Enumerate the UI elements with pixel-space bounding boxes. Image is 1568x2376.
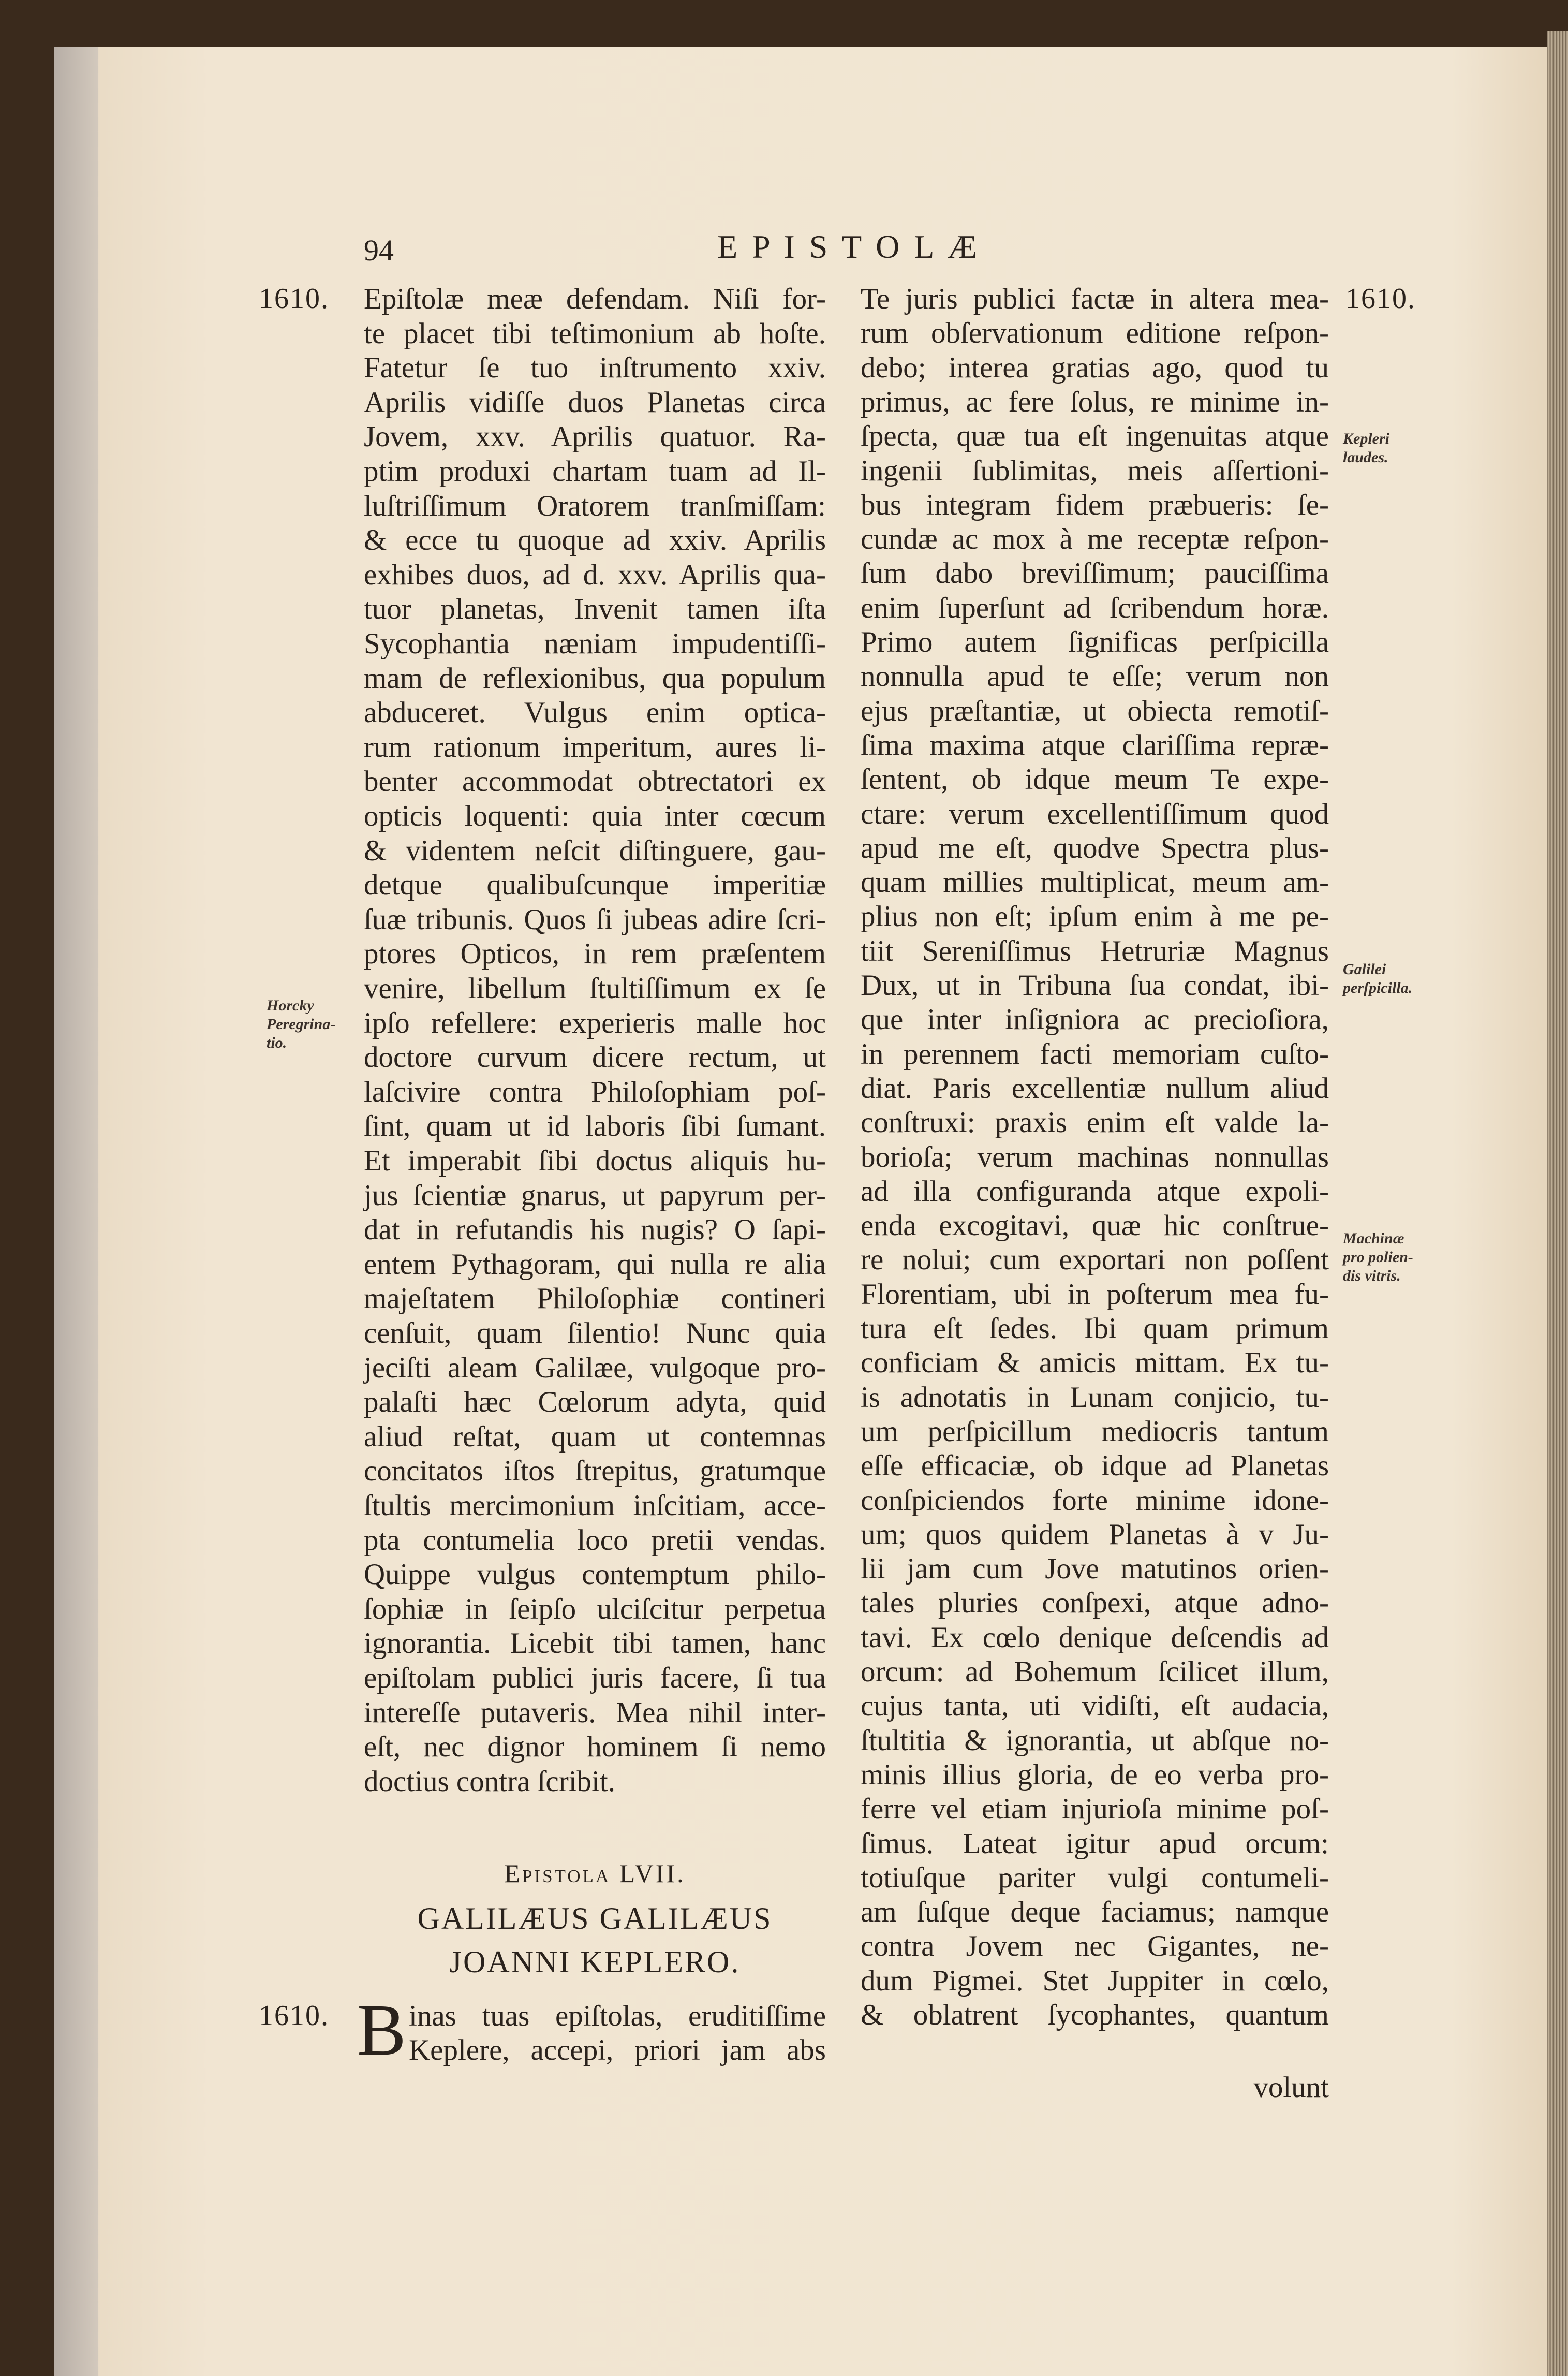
text-line: ptim produxi chartam tuam ad Il- bbox=[364, 455, 826, 488]
text-line: que inter inſigniora ac precioſiora, bbox=[861, 1003, 1329, 1036]
text-line: conſpiciendos forte minime idone- bbox=[861, 1484, 1329, 1517]
margin-note-machinae bbox=[1343, 1229, 1413, 1285]
text-line: debo; interea gratias ago, quod tu bbox=[861, 351, 1329, 384]
text-line: Epiſtolæ meæ defendam. Niſi for- bbox=[364, 283, 826, 315]
text-line: re nolui; cum exportari non poſſent bbox=[861, 1243, 1329, 1277]
text-line: enim ſuperſunt ad ſcribendum horæ. bbox=[861, 591, 1329, 624]
text-line: Aprilis vidiſſe duos Planetas circa bbox=[364, 386, 826, 419]
text-line: mam de reflexionibus, qua populum bbox=[364, 662, 826, 695]
text-line: entem Pythagoram, qui nulla re alia bbox=[364, 1248, 826, 1281]
text-line: tura eſt ſedes. Ibi quam primum bbox=[861, 1312, 1329, 1345]
text-line: ejus præſtantiæ, ut obiecta remotiſ- bbox=[861, 694, 1329, 727]
text-line: Quippe vulgus contemptum philo- bbox=[364, 1558, 826, 1591]
page-number: 94 bbox=[364, 233, 394, 267]
note-line: Machinæ bbox=[1343, 1230, 1404, 1247]
text-line: tuor planetas, Invenit tamen iſta bbox=[364, 593, 826, 626]
text-line: orcum: ad Bohemum ſcilicet illum, bbox=[861, 1655, 1329, 1688]
text-line: eſſe efficaciæ, ob idque ad Planetas bbox=[861, 1449, 1329, 1483]
text-line: tiit Sereniſſimus Hetruriæ Magnus bbox=[861, 934, 1329, 967]
text-line: ſimus. Lateat igitur apud orcum: bbox=[861, 1827, 1329, 1860]
text-line: rum obſervationum editione reſpon- bbox=[861, 317, 1329, 350]
margin-note-horky bbox=[267, 996, 335, 1052]
catchword: volunt bbox=[1253, 2071, 1329, 2104]
text-line: Te juris publici factæ in altera mea- bbox=[861, 283, 1329, 315]
note-line: dis vitris. bbox=[1343, 1267, 1401, 1284]
running-title: E P I S T O L Æ bbox=[717, 228, 980, 265]
text-line: um; quos quidem Planetas à v Ju- bbox=[861, 1518, 1329, 1551]
text-line: ignorantia. Licebit tibi tamen, hanc bbox=[364, 1627, 826, 1660]
text-line: ſint, quam ut id laboris ſibi ſumant. bbox=[364, 1110, 826, 1143]
text-line: ſtultis mercimonium inſcitiam, acce- bbox=[364, 1489, 826, 1522]
text-line: am ſuſque deque faciamus; namque bbox=[861, 1896, 1329, 1929]
year-left-top: 1610. bbox=[259, 283, 329, 315]
text-line: cenſuit, quam ſilentio! Nunc quia bbox=[364, 1317, 826, 1350]
text-line: Primo autem ſignificas perſpicilla bbox=[861, 626, 1329, 658]
note-line: Kepleri bbox=[1343, 430, 1389, 447]
text-line: Sycophantia næniam impudentiſſi- bbox=[364, 627, 826, 660]
text-line: doctius contra ſcribit. bbox=[364, 1765, 615, 1798]
text-line: doctore curvum dicere rectum, ut bbox=[364, 1041, 826, 1074]
letter-sender: GALILÆUS GALILÆUS bbox=[417, 1901, 773, 1935]
text-line: opticis loquenti: quia inter cœcum bbox=[364, 800, 826, 832]
margin-note-kepleri bbox=[1343, 430, 1389, 467]
text-line: ad illa configuranda atque expoli- bbox=[861, 1175, 1329, 1208]
letter-line: inas tuas epiſtolas, eruditiſſime bbox=[409, 2000, 826, 2032]
text-line: nonnulla apud te eſſe; verum non bbox=[861, 660, 1329, 693]
text-line: ptores Opticos, in rem præſentem bbox=[364, 937, 826, 971]
text-line: ſentent, ob idque meum Te expe- bbox=[861, 763, 1329, 796]
note-line: tio. bbox=[267, 1034, 287, 1051]
note-line: Peregrina- bbox=[267, 1016, 336, 1033]
text-line: contra Jovem nec Gigantes, ne- bbox=[861, 1930, 1329, 1963]
text-line: detque qualibuſcunque imperitiæ bbox=[364, 869, 826, 902]
text-line: Fatetur ſe tuo inſtrumento xxiv. bbox=[364, 351, 826, 385]
note-line: perſpicilla. bbox=[1343, 979, 1413, 996]
text-line: ſpecta, quæ tua eſt ingenuitas atque bbox=[861, 420, 1329, 453]
text-line: aliud reſtat, quam ut contemnas bbox=[364, 1420, 826, 1453]
note-line: Galilei bbox=[1343, 961, 1386, 978]
text-line: te placet tibi teſtimonium ab hoſte. bbox=[364, 317, 826, 350]
text-line: ſophiæ in ſeipſo ulciſcitur perpetua bbox=[364, 1592, 826, 1625]
note-line: Horcky bbox=[267, 997, 314, 1014]
text-line: lii jam cum Jove matutinos orien- bbox=[861, 1552, 1329, 1586]
text-line: ſum dabo breviſſimum; pauciſſima bbox=[861, 557, 1329, 590]
text-line: Dux, ut in Tribuna ſua condat, ibi- bbox=[861, 969, 1329, 1002]
text-line: Florentiam, ubi in poſterum mea fu- bbox=[861, 1278, 1329, 1311]
page-edge-left bbox=[54, 47, 98, 2376]
text-line: jus ſcientiæ gnarus, ut papyrum per- bbox=[364, 1179, 826, 1212]
text-line: benter accommodat obtrectatori ex bbox=[364, 765, 826, 798]
text-line: plius non eſt; ipſum enim à me pe- bbox=[861, 900, 1329, 933]
text-line: rum rationum imperitum, aures li- bbox=[364, 730, 826, 764]
text-line: apud me eſt, quodve Spectra plus- bbox=[861, 831, 1329, 864]
text-line: primus, ac fere ſolus, re minime in- bbox=[861, 385, 1329, 418]
text-line: majeſtatem Philoſophiæ contineri bbox=[364, 1282, 826, 1315]
text-line: pta contumelia loco pretii vendas. bbox=[364, 1523, 826, 1557]
text-line: eſt, nec dignor hominem ſi nemo bbox=[364, 1730, 826, 1764]
text-line: conficiam & amicis mittam. Ex tu- bbox=[861, 1346, 1329, 1380]
text-line: & videntem neſcit diſtinguere, gau- bbox=[364, 834, 826, 867]
text-line: intereſſe putaveris. Mea nihil inter- bbox=[364, 1696, 826, 1729]
text-line: ingenii ſublimitas, meis aſſertioni- bbox=[861, 454, 1329, 487]
text-line: cundæ ac mox à me receptæ reſpon- bbox=[861, 523, 1329, 556]
text-line: laſcivire contra Philoſophiam poſ- bbox=[364, 1075, 826, 1108]
text-line: is adnotatis in Lunam conjicio, tu- bbox=[861, 1381, 1329, 1414]
text-line: cujus tanta, uti vidiſti, eſt audacia, bbox=[861, 1690, 1329, 1723]
text-line: ſuæ tribunis. Quos ſi jubeas adire ſcri- bbox=[364, 903, 826, 936]
text-line: enda excogitavi, quæ hic conſtrue- bbox=[861, 1209, 1329, 1242]
text-line: tavi. Ex cœlo denique deſcendis ad bbox=[861, 1621, 1329, 1654]
text-line: dat in refutandis his nugis? O ſapi- bbox=[364, 1213, 826, 1246]
text-line: conſtruxi: praxis enim eſt valde la- bbox=[861, 1106, 1329, 1139]
text-line: venire, libellum ſtultiſſimum ex ſe bbox=[364, 972, 826, 1005]
letter-recipient: JOANNI KEPLERO. bbox=[449, 1945, 741, 1979]
text-line: Et imperabit ſibi doctus aliquis hu- bbox=[364, 1145, 826, 1177]
text-line: luſtriſſimum Oratorem tranſmiſſam: bbox=[364, 489, 826, 522]
letter-number: Epistola LVII. bbox=[504, 1859, 686, 1888]
text-line: epiſtolam publici juris facere, ſi tua bbox=[364, 1662, 826, 1694]
letter-line: Keplere, accepi, priori jam abs bbox=[409, 2034, 826, 2066]
text-line: um perſpicillum mediocris tantum bbox=[861, 1415, 1329, 1448]
text-line: dum Pigmei. Stet Juppiter in cœlo, bbox=[861, 1964, 1329, 1997]
text-line: & ecce tu quoque ad xxiv. Aprilis bbox=[364, 524, 826, 557]
page-stack-right bbox=[1547, 31, 1568, 2376]
drop-cap: B bbox=[357, 1989, 406, 2071]
text-line: Jovem, xxv. Aprilis quatuor. Ra- bbox=[364, 420, 826, 453]
text-line: ſtultitia & ignorantia, ut abſque no- bbox=[861, 1724, 1329, 1757]
text-line: abduceret. Vulgus enim optica- bbox=[364, 696, 826, 729]
note-line: laudes. bbox=[1343, 449, 1388, 466]
text-line: in perennem facti memoriam cuſto- bbox=[861, 1037, 1329, 1070]
text-line: bus integram fidem præbueris: ſe- bbox=[861, 488, 1329, 521]
year-letter-start: 1610. bbox=[259, 2000, 329, 2032]
text-line: & oblatrent ſycophantes, quantum bbox=[861, 1999, 1329, 2031]
text-line: diat. Paris excellentiæ nullum aliud bbox=[861, 1072, 1329, 1105]
text-line: ipſo refellere: experieris malle hoc bbox=[364, 1006, 826, 1039]
text-line: ctare: verum excellentiſſimum quod bbox=[861, 797, 1329, 830]
text-line: quam millies multiplicat, meum am- bbox=[861, 866, 1329, 899]
text-line: tales pluries conſpexi, atque adno- bbox=[861, 1587, 1329, 1620]
text-line: concitatos iſtos ſtrepitus, gratumque bbox=[364, 1455, 826, 1488]
year-right-top: 1610. bbox=[1345, 283, 1416, 315]
text-line: minis illius gloria, de eo verba pro- bbox=[861, 1758, 1329, 1791]
text-line: exhibes duos, ad d. xxv. Aprilis qua- bbox=[364, 558, 826, 591]
margin-note-galilei bbox=[1343, 960, 1412, 998]
text-line: borioſa; verum machinas nonnullas bbox=[861, 1140, 1329, 1174]
text-line: ferre vel etiam injurioſa minime poſ- bbox=[861, 1793, 1329, 1826]
text-line: jeciſti aleam Galilæe, vulgoque pro- bbox=[364, 1351, 826, 1384]
text-line: ſima maxima atque clariſſima repræ- bbox=[861, 728, 1329, 761]
note-line: pro polien- bbox=[1343, 1249, 1413, 1266]
text-line: palaſti hæc Cœlorum adyta, quid bbox=[364, 1386, 826, 1419]
text-line: totiuſque pariter vulgi contumeli- bbox=[861, 1861, 1329, 1894]
